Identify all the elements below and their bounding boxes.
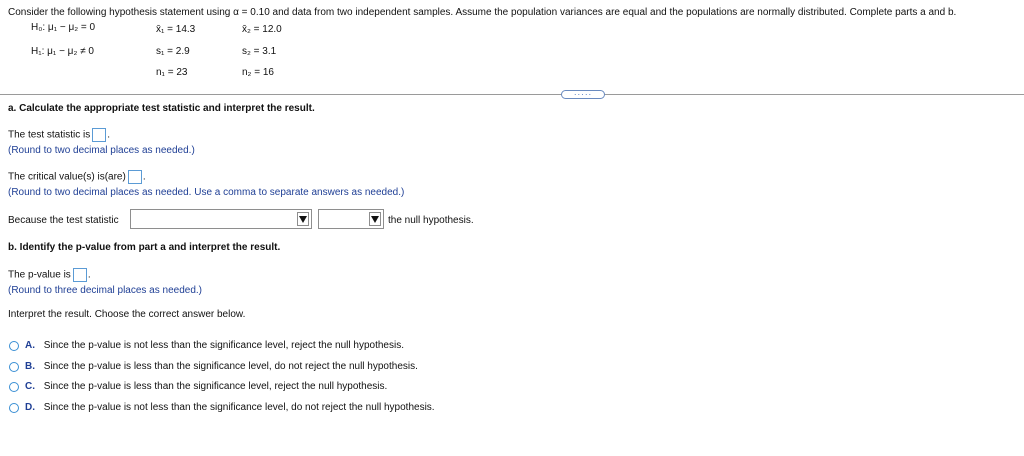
critical-value-label: The critical value(s) is(are) bbox=[8, 171, 126, 183]
part-a-heading: a. Calculate the appropriate test statistic and interpret the result. bbox=[8, 103, 315, 114]
because-label: Because the test statistic bbox=[8, 215, 119, 226]
test-statistic-row: The test statistic is . bbox=[8, 129, 111, 141]
p-value-label: The p-value is bbox=[8, 269, 71, 281]
p-value-row: The p-value is . bbox=[8, 269, 91, 281]
option-b-text: Since the p-value is less than the significance level, do not reject the null hypothesis. bbox=[43, 361, 418, 372]
null-hypothesis: H₀: μ₁ − μ₂ = 0 bbox=[31, 22, 96, 33]
section-divider bbox=[0, 94, 1024, 95]
option-b-radio[interactable] bbox=[9, 362, 19, 372]
option-d[interactable] bbox=[25, 402, 435, 413]
option-a[interactable] bbox=[25, 340, 404, 351]
critical-value-hint: (Round to two decimal places as needed. Use a comma to separate answers as needed.) bbox=[8, 187, 405, 198]
comparison-dropdown[interactable] bbox=[130, 209, 312, 229]
option-d-radio[interactable] bbox=[9, 403, 19, 413]
sample2-size: n₂ = 16 bbox=[242, 67, 274, 78]
option-c-radio[interactable] bbox=[9, 382, 19, 392]
sample1-size: n₁ = 23 bbox=[156, 67, 188, 78]
decision-dropdown[interactable] bbox=[318, 209, 384, 229]
dropdown-arrow-icon[interactable] bbox=[369, 212, 381, 226]
sample2-mean: x̄₂ = 12.0 bbox=[242, 24, 282, 35]
option-c[interactable] bbox=[25, 381, 387, 392]
p-value-input[interactable] bbox=[73, 268, 87, 282]
option-a-letter: A. bbox=[25, 340, 35, 351]
test-statistic-hint: (Round to two decimal places as needed.) bbox=[8, 145, 195, 156]
option-a-radio[interactable] bbox=[9, 341, 19, 351]
sample1-sd: s₁ = 2.9 bbox=[156, 46, 190, 57]
expand-button[interactable]: ····· bbox=[561, 90, 605, 99]
question-intro: Consider the following hypothesis statement using α = 0.10 and data from two independent samples. Assume the population variances are equal and the populations are normally distributed. Complete parts a and b. bbox=[8, 7, 957, 18]
because-suffix: the null hypothesis. bbox=[388, 215, 474, 226]
sample2-sd: s₂ = 3.1 bbox=[242, 46, 277, 57]
p-value-hint: (Round to three decimal places as needed.) bbox=[8, 285, 203, 296]
option-d-letter: D. bbox=[25, 402, 35, 413]
interpret-instruction: Interpret the result. Choose the correct answer below. bbox=[8, 309, 246, 320]
critical-value-row: The critical value(s) is(are) . bbox=[8, 171, 146, 183]
option-c-letter: C. bbox=[25, 381, 35, 392]
test-statistic-input[interactable] bbox=[92, 128, 106, 142]
option-d-text: Since the p-value is not less than the significance level, do not reject the null hypothesis. bbox=[43, 402, 435, 413]
part-b-heading: b. Identify the p-value from part a and interpret the result. bbox=[8, 242, 281, 253]
alternative-hypothesis: H₁: μ₁ − μ₂ ≠ 0 bbox=[31, 46, 94, 57]
option-a-text: Since the p-value is not less than the significance level, reject the null hypothesis. bbox=[43, 340, 404, 351]
dropdown-arrow-icon[interactable] bbox=[297, 212, 309, 226]
option-b-letter: B. bbox=[25, 361, 35, 372]
test-statistic-label: The test statistic is bbox=[8, 129, 91, 141]
sample1-mean: x̄₁ = 14.3 bbox=[156, 24, 196, 35]
option-c-text: Since the p-value is less than the significance level, reject the null hypothesis. bbox=[43, 381, 388, 392]
option-b[interactable] bbox=[25, 361, 418, 372]
critical-value-input[interactable] bbox=[128, 170, 142, 184]
